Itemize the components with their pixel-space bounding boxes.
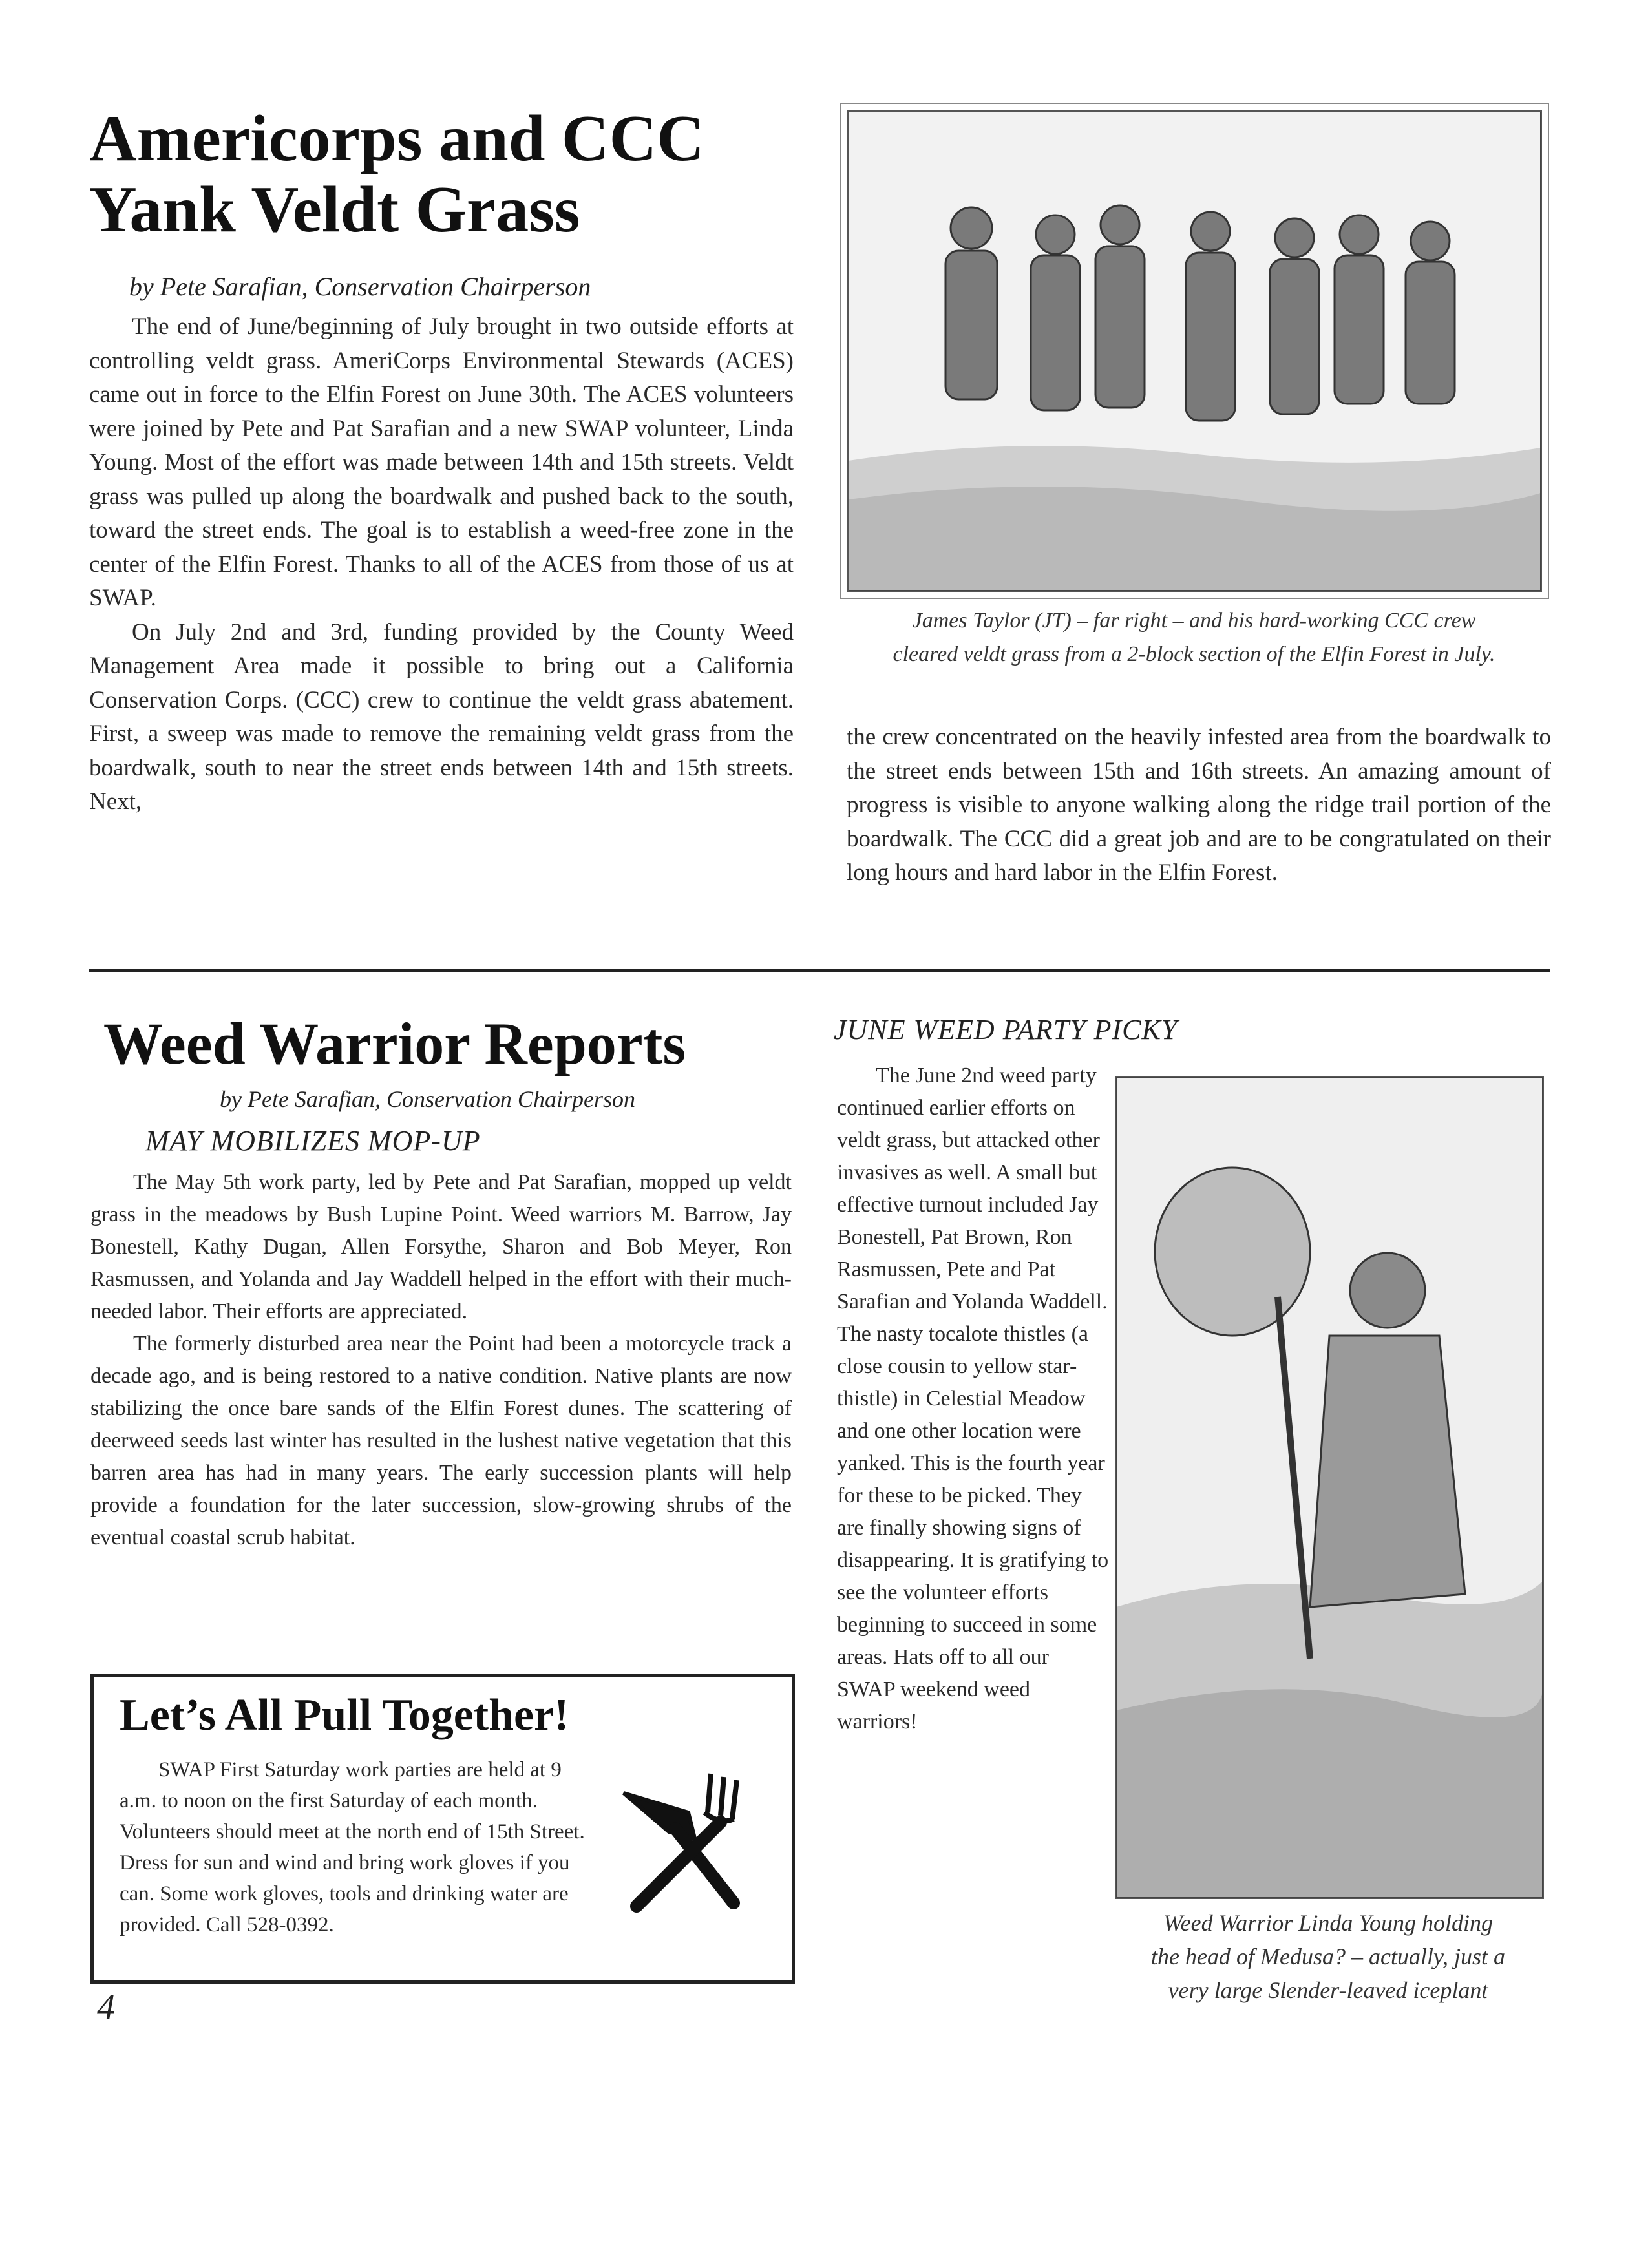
article1-left-column — [89, 310, 794, 819]
article1-paragraph-3: the crew concentrated on the heavily infested area from the boardwalk to the street ends between 15th and 16th streets. An amazing amount of progress is visible to anyone walking along the ridge trail portion of the boardwalk. The CCC did a great job and are to be congratulated on their long hours and hard labor in the Elfin Forest. — [847, 724, 1551, 886]
article1-paragraph-1: The end of June/beginning of July brought in two outside efforts at controlling veldt grass. AmeriCorps Environmental Stewards (ACES) came out in force to the Elfin Forest on June 30th. The ACES volunteers were joined by Pete and Pat Sarafian and a new SWAP volunteer, Linda Young. Most of the effort was made between 14th and 15th streets. Veldt grass was pulled up along the boardwalk and pushed back to the south, toward the street ends. The goal is to establish a weed-free zone in the center of the Elfin Forest. Thanks to all of the ACES from those of us at SWAP. — [89, 313, 794, 611]
page-number: 4 — [97, 1988, 115, 2028]
linda-photo-caption — [1092, 1906, 1564, 2007]
linda-photo-caption-line2: the head of Medusa? – actually, just a — [1151, 1944, 1505, 1969]
ccc-photo-caption-line2: cleared veldt grass from a 2-block section of the Elfin Forest in July. — [893, 642, 1495, 666]
subhead-may: MAY MOBILIZES MOP-UP — [145, 1125, 481, 1157]
article1-title — [89, 103, 832, 246]
may-paragraph-2: The formerly disturbed area near the Point had been a motorcycle track a decade ago, and is being restored to a native condition. Native plants are now stabilizing the once bare sands of the Elfin Forest dunes. The scattering of deerweed seeds last winter has resulted in the lushest native vegetation that this barren area has had in many years. The early succession plants will help provide a foundation for the later succession, slow-growing shrubs of the eventual coastal scrub habitat. — [90, 1332, 792, 1549]
section-divider — [89, 969, 1550, 972]
ccc-crew-photo — [847, 110, 1542, 592]
article1-byline: by Pete Sarafian, Conservation Chairperson — [129, 272, 591, 301]
june-section-text: The June 2nd weed party continued earlier efforts on veldt grass, but attacked other invasives as well. A small but effective turnout included Jay Bonestell, Pat Brown, Ron Rasmussen, Pete and Pat Sarafian and Yolanda Waddell. The nasty tocalote thistles (a close cousin to yellow star-thistle) in Celestial Meadow and one other location were yanked. This is the fourth year for these to be picked. They are finally showing signs of disappearing. It is gratifying to see the volunteer efforts beginning to succeed in some areas. Hats off to all our SWAP weekend weed warriors! — [837, 1064, 1109, 1734]
ccc-photo-caption — [840, 604, 1548, 671]
linda-photo-caption-line3: very large Slender-leaved iceplant — [1168, 1977, 1488, 2003]
weed-warrior-illustration — [1116, 1077, 1543, 1898]
linda-photo-caption-line1: Weed Warrior Linda Young holding — [1163, 1910, 1494, 1936]
article1-title-line2: Yank Veldt Grass — [89, 173, 580, 246]
subhead-june: JUNE WEED PARTY PICKY — [834, 1014, 1178, 1045]
pull-together-box — [90, 1674, 795, 1984]
linda-young-photo — [1115, 1076, 1544, 1899]
article2-title: Weed Warrior Reports — [103, 1011, 686, 1076]
may-paragraph-1: The May 5th work party, led by Pete and Pat Sarafian, mopped up veldt grass in the meadows by Bush Lupine Point. Weed warriors M. Barrow, Jay Bonestell, Kathy Dugan, Allen Forsythe, Sharon and Bob Meyer, Ron Rasmussen, and Yolanda and Jay Waddell helped in the effort with their much-needed labor. Their efforts are appreciated. — [90, 1170, 792, 1323]
article1-title-line1: Americorps and CCC — [89, 102, 704, 175]
pull-together-title: Let’s All Pull Together! — [120, 1690, 569, 1740]
crossed-tools-icon — [598, 1761, 766, 1929]
article1-paragraph-2: On July 2nd and 3rd, funding provided by the County Weed Management Area made it possible to bring out a California Conservation Corps. (CCC) crew to continue the veldt grass abatement. First, a sweep was made to remove the remaining veldt grass from the boardwalk, south to near the street ends between 14th and 15th streets. Next, — [89, 618, 794, 815]
pull-together-text: SWAP First Saturday work parties are held at 9 a.m. to noon on the first Saturday of each month. Volunteers should meet at the north end of 15th Street. Dress for sun and wind and bring work gloves if you can. Some work gloves, tools and drinking water are provided. Call 528-0392. — [120, 1758, 585, 1937]
article2-byline: by Pete Sarafian, Conservation Chairperson — [220, 1086, 635, 1112]
crew-silhouette-illustration — [849, 112, 1541, 591]
ccc-crew-photo-frame — [840, 103, 1549, 599]
article1-right-column — [847, 720, 1551, 890]
ccc-photo-caption-line1: James Taylor (JT) – far right – and his hard-working CCC crew — [912, 609, 1476, 633]
may-section-text — [90, 1166, 792, 1554]
